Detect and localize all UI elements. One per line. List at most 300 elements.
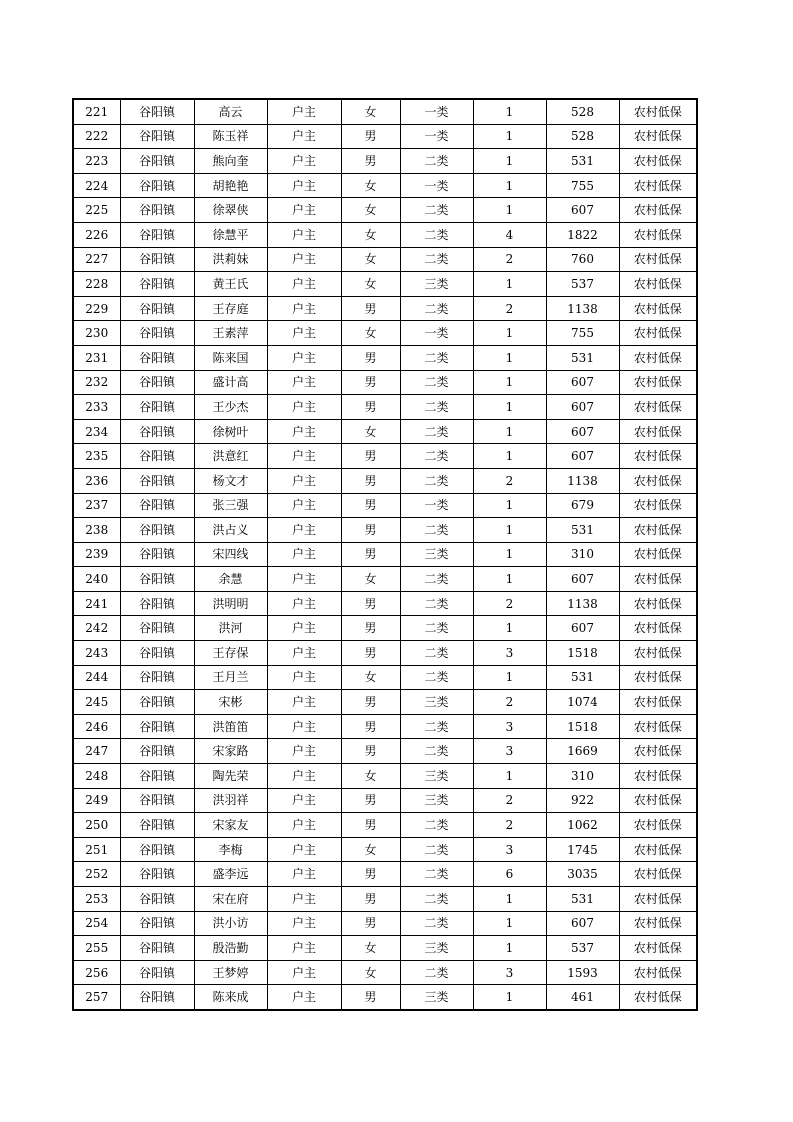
household-size-cell: 1 — [473, 173, 546, 198]
table-row — [73, 862, 697, 887]
amount-cell: 1138 — [546, 591, 619, 616]
name-cell: 李梅 — [194, 837, 267, 862]
town-cell: 谷阳镇 — [120, 419, 194, 444]
aid-type-cell: 农村低保 — [619, 960, 697, 985]
index-cell: 250 — [73, 813, 120, 838]
amount-cell: 607 — [546, 419, 619, 444]
town-cell: 谷阳镇 — [120, 345, 194, 370]
table-row — [73, 345, 697, 370]
table-row — [73, 173, 697, 198]
relation-cell: 户主 — [267, 764, 341, 789]
category-cell: 二类 — [400, 222, 473, 247]
table-row — [73, 247, 697, 272]
relation-cell: 户主 — [267, 247, 341, 272]
index-cell: 236 — [73, 468, 120, 493]
aid-type-cell: 农村低保 — [619, 370, 697, 395]
aid-type-cell: 农村低保 — [619, 444, 697, 469]
relation-cell: 户主 — [267, 222, 341, 247]
amount-cell: 607 — [546, 567, 619, 592]
gender-cell: 男 — [341, 911, 400, 936]
amount-cell: 607 — [546, 444, 619, 469]
name-cell: 王存庭 — [194, 296, 267, 321]
name-cell: 杨文才 — [194, 468, 267, 493]
relation-cell: 户主 — [267, 862, 341, 887]
amount-cell: 760 — [546, 247, 619, 272]
household-size-cell: 3 — [473, 837, 546, 862]
relation-cell: 户主 — [267, 665, 341, 690]
relation-cell: 户主 — [267, 518, 341, 543]
name-cell: 王梦婷 — [194, 960, 267, 985]
gender-cell: 男 — [341, 813, 400, 838]
name-cell: 洪莉妹 — [194, 247, 267, 272]
town-cell: 谷阳镇 — [120, 665, 194, 690]
table-row — [73, 985, 697, 1010]
name-cell: 王少杰 — [194, 395, 267, 420]
amount-cell: 1074 — [546, 690, 619, 715]
relation-cell: 户主 — [267, 272, 341, 297]
table-row — [73, 788, 697, 813]
category-cell: 三类 — [400, 936, 473, 961]
relation-cell: 户主 — [267, 444, 341, 469]
table-row — [73, 395, 697, 420]
aid-type-cell: 农村低保 — [619, 222, 697, 247]
category-cell: 二类 — [400, 247, 473, 272]
name-cell: 徐翠侠 — [194, 198, 267, 223]
category-cell: 二类 — [400, 468, 473, 493]
index-cell: 244 — [73, 665, 120, 690]
name-cell: 陈玉祥 — [194, 124, 267, 149]
index-cell: 232 — [73, 370, 120, 395]
relation-cell: 户主 — [267, 936, 341, 961]
household-size-cell: 3 — [473, 739, 546, 764]
aid-type-cell: 农村低保 — [619, 149, 697, 174]
household-size-cell: 1 — [473, 911, 546, 936]
index-cell: 243 — [73, 641, 120, 666]
category-cell: 三类 — [400, 788, 473, 813]
gender-cell: 女 — [341, 247, 400, 272]
aid-type-cell: 农村低保 — [619, 887, 697, 912]
table-row — [73, 960, 697, 985]
category-cell: 二类 — [400, 370, 473, 395]
index-cell: 242 — [73, 616, 120, 641]
relation-cell: 户主 — [267, 395, 341, 420]
index-cell: 224 — [73, 173, 120, 198]
household-size-cell: 1 — [473, 887, 546, 912]
amount-cell: 461 — [546, 985, 619, 1010]
household-size-cell: 1 — [473, 345, 546, 370]
table-row — [73, 616, 697, 641]
relation-cell: 户主 — [267, 149, 341, 174]
amount-cell: 1518 — [546, 641, 619, 666]
table-row — [73, 419, 697, 444]
name-cell: 王存保 — [194, 641, 267, 666]
relation-cell: 户主 — [267, 124, 341, 149]
name-cell: 张三强 — [194, 493, 267, 518]
gender-cell: 男 — [341, 714, 400, 739]
relation-cell: 户主 — [267, 99, 341, 124]
relation-cell: 户主 — [267, 321, 341, 346]
aid-type-cell: 农村低保 — [619, 272, 697, 297]
amount-cell: 537 — [546, 272, 619, 297]
table-row — [73, 493, 697, 518]
table-row — [73, 149, 697, 174]
household-size-cell: 1 — [473, 665, 546, 690]
category-cell: 一类 — [400, 99, 473, 124]
index-cell: 245 — [73, 690, 120, 715]
household-size-cell: 4 — [473, 222, 546, 247]
amount-cell: 531 — [546, 665, 619, 690]
amount-cell: 1062 — [546, 813, 619, 838]
aid-type-cell: 农村低保 — [619, 813, 697, 838]
gender-cell: 女 — [341, 198, 400, 223]
index-cell: 246 — [73, 714, 120, 739]
household-size-cell: 1 — [473, 518, 546, 543]
amount-cell: 531 — [546, 149, 619, 174]
name-cell: 洪河 — [194, 616, 267, 641]
table-row — [73, 936, 697, 961]
category-cell: 二类 — [400, 395, 473, 420]
aid-type-cell: 农村低保 — [619, 837, 697, 862]
household-size-cell: 1 — [473, 321, 546, 346]
gender-cell: 男 — [341, 518, 400, 543]
index-cell: 249 — [73, 788, 120, 813]
table-row — [73, 911, 697, 936]
aid-type-cell: 农村低保 — [619, 198, 697, 223]
table-row — [73, 99, 697, 124]
name-cell: 陶先荣 — [194, 764, 267, 789]
town-cell: 谷阳镇 — [120, 616, 194, 641]
town-cell: 谷阳镇 — [120, 149, 194, 174]
gender-cell: 男 — [341, 468, 400, 493]
town-cell: 谷阳镇 — [120, 567, 194, 592]
gender-cell: 男 — [341, 124, 400, 149]
gender-cell: 女 — [341, 567, 400, 592]
town-cell: 谷阳镇 — [120, 518, 194, 543]
aid-type-cell: 农村低保 — [619, 985, 697, 1010]
table-row — [73, 296, 697, 321]
gender-cell: 女 — [341, 419, 400, 444]
gender-cell: 女 — [341, 99, 400, 124]
table-row — [73, 198, 697, 223]
name-cell: 徐慧平 — [194, 222, 267, 247]
relation-cell: 户主 — [267, 616, 341, 641]
town-cell: 谷阳镇 — [120, 395, 194, 420]
aid-type-cell: 农村低保 — [619, 99, 697, 124]
amount-cell: 679 — [546, 493, 619, 518]
gender-cell: 男 — [341, 370, 400, 395]
aid-type-cell: 农村低保 — [619, 788, 697, 813]
amount-cell: 537 — [546, 936, 619, 961]
town-cell: 谷阳镇 — [120, 690, 194, 715]
household-size-cell: 1 — [473, 985, 546, 1010]
category-cell: 三类 — [400, 272, 473, 297]
town-cell: 谷阳镇 — [120, 862, 194, 887]
name-cell: 洪羽祥 — [194, 788, 267, 813]
town-cell: 谷阳镇 — [120, 370, 194, 395]
index-cell: 238 — [73, 518, 120, 543]
aid-type-cell: 农村低保 — [619, 567, 697, 592]
household-size-cell: 1 — [473, 567, 546, 592]
gender-cell: 男 — [341, 887, 400, 912]
relation-cell: 户主 — [267, 173, 341, 198]
town-cell: 谷阳镇 — [120, 444, 194, 469]
name-cell: 余慧 — [194, 567, 267, 592]
aid-type-cell: 农村低保 — [619, 911, 697, 936]
table-row — [73, 714, 697, 739]
gender-cell: 男 — [341, 641, 400, 666]
table-row — [73, 444, 697, 469]
index-cell: 255 — [73, 936, 120, 961]
category-cell: 二类 — [400, 813, 473, 838]
table-row — [73, 222, 697, 247]
amount-cell: 922 — [546, 788, 619, 813]
town-cell: 谷阳镇 — [120, 985, 194, 1010]
amount-cell: 1138 — [546, 296, 619, 321]
amount-cell: 607 — [546, 911, 619, 936]
table-row — [73, 641, 697, 666]
name-cell: 王素萍 — [194, 321, 267, 346]
category-cell: 三类 — [400, 542, 473, 567]
household-size-cell: 1 — [473, 272, 546, 297]
relation-cell: 户主 — [267, 542, 341, 567]
name-cell: 洪笛笛 — [194, 714, 267, 739]
table-row — [73, 690, 697, 715]
table-row — [73, 739, 697, 764]
index-cell: 223 — [73, 149, 120, 174]
amount-cell: 1745 — [546, 837, 619, 862]
town-cell: 谷阳镇 — [120, 911, 194, 936]
household-size-cell: 2 — [473, 690, 546, 715]
relation-cell: 户主 — [267, 591, 341, 616]
data-table — [72, 98, 698, 1011]
index-cell: 228 — [73, 272, 120, 297]
town-cell: 谷阳镇 — [120, 739, 194, 764]
town-cell: 谷阳镇 — [120, 124, 194, 149]
index-cell: 226 — [73, 222, 120, 247]
name-cell: 洪意红 — [194, 444, 267, 469]
amount-cell: 1518 — [546, 714, 619, 739]
category-cell: 二类 — [400, 149, 473, 174]
relation-cell: 户主 — [267, 837, 341, 862]
household-size-cell: 2 — [473, 296, 546, 321]
household-size-cell: 1 — [473, 493, 546, 518]
town-cell: 谷阳镇 — [120, 936, 194, 961]
table-row — [73, 370, 697, 395]
category-cell: 二类 — [400, 296, 473, 321]
aid-type-cell: 农村低保 — [619, 862, 697, 887]
index-cell: 251 — [73, 837, 120, 862]
town-cell: 谷阳镇 — [120, 247, 194, 272]
category-cell: 二类 — [400, 198, 473, 223]
table-row — [73, 567, 697, 592]
town-cell: 谷阳镇 — [120, 591, 194, 616]
gender-cell: 女 — [341, 222, 400, 247]
aid-type-cell: 农村低保 — [619, 714, 697, 739]
relation-cell: 户主 — [267, 198, 341, 223]
relation-cell: 户主 — [267, 911, 341, 936]
aid-type-cell: 农村低保 — [619, 321, 697, 346]
category-cell: 三类 — [400, 690, 473, 715]
town-cell: 谷阳镇 — [120, 641, 194, 666]
household-size-cell: 1 — [473, 99, 546, 124]
index-cell: 225 — [73, 198, 120, 223]
index-cell: 254 — [73, 911, 120, 936]
aid-type-cell: 农村低保 — [619, 518, 697, 543]
aid-type-cell: 农村低保 — [619, 616, 697, 641]
town-cell: 谷阳镇 — [120, 887, 194, 912]
household-size-cell: 1 — [473, 124, 546, 149]
aid-type-cell: 农村低保 — [619, 419, 697, 444]
amount-cell: 607 — [546, 370, 619, 395]
category-cell: 二类 — [400, 960, 473, 985]
category-cell: 二类 — [400, 444, 473, 469]
gender-cell: 男 — [341, 788, 400, 813]
amount-cell: 531 — [546, 518, 619, 543]
town-cell: 谷阳镇 — [120, 296, 194, 321]
aid-type-cell: 农村低保 — [619, 641, 697, 666]
aid-type-cell: 农村低保 — [619, 936, 697, 961]
household-size-cell: 1 — [473, 936, 546, 961]
gender-cell: 男 — [341, 591, 400, 616]
gender-cell: 男 — [341, 345, 400, 370]
relation-cell: 户主 — [267, 641, 341, 666]
gender-cell: 男 — [341, 493, 400, 518]
table-row — [73, 542, 697, 567]
aid-type-cell: 农村低保 — [619, 395, 697, 420]
town-cell: 谷阳镇 — [120, 272, 194, 297]
name-cell: 黄王氏 — [194, 272, 267, 297]
gender-cell: 女 — [341, 665, 400, 690]
relation-cell: 户主 — [267, 345, 341, 370]
category-cell: 二类 — [400, 567, 473, 592]
relation-cell: 户主 — [267, 788, 341, 813]
name-cell: 盛李远 — [194, 862, 267, 887]
relation-cell: 户主 — [267, 419, 341, 444]
index-cell: 227 — [73, 247, 120, 272]
household-size-cell: 1 — [473, 419, 546, 444]
amount-cell: 528 — [546, 99, 619, 124]
index-cell: 239 — [73, 542, 120, 567]
name-cell: 熊向奎 — [194, 149, 267, 174]
aid-type-cell: 农村低保 — [619, 739, 697, 764]
table-row — [73, 124, 697, 149]
town-cell: 谷阳镇 — [120, 173, 194, 198]
table-row — [73, 764, 697, 789]
relation-cell: 户主 — [267, 296, 341, 321]
town-cell: 谷阳镇 — [120, 960, 194, 985]
relation-cell: 户主 — [267, 493, 341, 518]
index-cell: 235 — [73, 444, 120, 469]
household-size-cell: 1 — [473, 149, 546, 174]
amount-cell: 1138 — [546, 468, 619, 493]
index-cell: 248 — [73, 764, 120, 789]
table-row — [73, 321, 697, 346]
table-row — [73, 887, 697, 912]
index-cell: 257 — [73, 985, 120, 1010]
gender-cell: 男 — [341, 862, 400, 887]
relation-cell: 户主 — [267, 370, 341, 395]
category-cell: 二类 — [400, 714, 473, 739]
town-cell: 谷阳镇 — [120, 837, 194, 862]
amount-cell: 607 — [546, 395, 619, 420]
gender-cell: 男 — [341, 444, 400, 469]
amount-cell: 310 — [546, 764, 619, 789]
aid-type-cell: 农村低保 — [619, 124, 697, 149]
household-size-cell: 3 — [473, 714, 546, 739]
town-cell: 谷阳镇 — [120, 813, 194, 838]
aid-type-cell: 农村低保 — [619, 296, 697, 321]
household-size-cell: 1 — [473, 764, 546, 789]
table-row — [73, 837, 697, 862]
table-row — [73, 468, 697, 493]
relation-cell: 户主 — [267, 714, 341, 739]
category-cell: 二类 — [400, 837, 473, 862]
town-cell: 谷阳镇 — [120, 222, 194, 247]
amount-cell: 310 — [546, 542, 619, 567]
town-cell: 谷阳镇 — [120, 99, 194, 124]
household-size-cell: 1 — [473, 444, 546, 469]
category-cell: 二类 — [400, 419, 473, 444]
index-cell: 230 — [73, 321, 120, 346]
index-cell: 240 — [73, 567, 120, 592]
gender-cell: 男 — [341, 739, 400, 764]
index-cell: 252 — [73, 862, 120, 887]
name-cell: 洪小访 — [194, 911, 267, 936]
amount-cell: 531 — [546, 345, 619, 370]
household-size-cell: 2 — [473, 788, 546, 813]
household-size-cell: 1 — [473, 198, 546, 223]
name-cell: 宋家路 — [194, 739, 267, 764]
table-row — [73, 665, 697, 690]
relation-cell: 户主 — [267, 468, 341, 493]
relation-cell: 户主 — [267, 887, 341, 912]
index-cell: 247 — [73, 739, 120, 764]
gender-cell: 男 — [341, 616, 400, 641]
name-cell: 高云 — [194, 99, 267, 124]
index-cell: 233 — [73, 395, 120, 420]
name-cell: 宋家友 — [194, 813, 267, 838]
aid-type-cell: 农村低保 — [619, 247, 697, 272]
name-cell: 盛计高 — [194, 370, 267, 395]
amount-cell: 607 — [546, 616, 619, 641]
household-size-cell: 3 — [473, 641, 546, 666]
amount-cell: 1593 — [546, 960, 619, 985]
household-size-cell: 6 — [473, 862, 546, 887]
aid-type-cell: 农村低保 — [619, 173, 697, 198]
gender-cell: 女 — [341, 764, 400, 789]
index-cell: 221 — [73, 99, 120, 124]
amount-cell: 3035 — [546, 862, 619, 887]
gender-cell: 女 — [341, 837, 400, 862]
household-size-cell: 1 — [473, 616, 546, 641]
index-cell: 231 — [73, 345, 120, 370]
aid-type-cell: 农村低保 — [619, 665, 697, 690]
amount-cell: 755 — [546, 321, 619, 346]
town-cell: 谷阳镇 — [120, 493, 194, 518]
name-cell: 徐树叶 — [194, 419, 267, 444]
town-cell: 谷阳镇 — [120, 198, 194, 223]
gender-cell: 女 — [341, 173, 400, 198]
amount-cell: 531 — [546, 887, 619, 912]
gender-cell: 男 — [341, 542, 400, 567]
category-cell: 一类 — [400, 173, 473, 198]
category-cell: 二类 — [400, 518, 473, 543]
town-cell: 谷阳镇 — [120, 321, 194, 346]
relation-cell: 户主 — [267, 739, 341, 764]
aid-type-cell: 农村低保 — [619, 345, 697, 370]
amount-cell: 1822 — [546, 222, 619, 247]
gender-cell: 男 — [341, 149, 400, 174]
